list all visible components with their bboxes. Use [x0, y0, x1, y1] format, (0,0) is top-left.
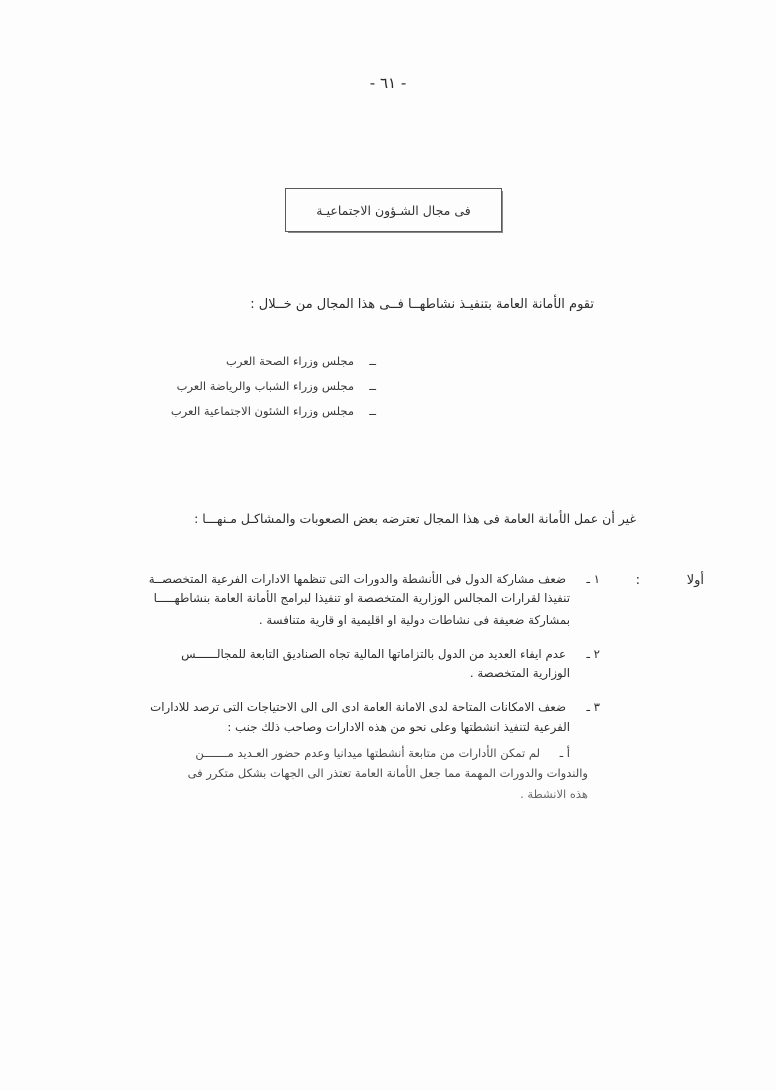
item-head: [100, 570, 600, 588]
item-head: [100, 645, 600, 663]
item-continuation: الفرعية لتنفيذ انشطتها وعلى نحو من هذه الادارات وصاحب ذلك جنب :: [227, 719, 570, 734]
sub-item-continuation: هذه الانشطة .: [520, 787, 588, 802]
sub-item-head: [100, 744, 600, 764]
list-item: [100, 645, 600, 685]
item-text: ضعف مشاركة الدول فى الأنشطة والدورات التى تنظمها الادارات الفرعية المتخصصــة: [148, 572, 566, 586]
council-list: [150, 354, 580, 429]
intro-paragraph: تقوم الأمانة العامة بتنفيـذ نشاطهــا فــى هذا المجال من خــلال :: [250, 297, 594, 312]
council-label: مجلس وزراء الشباب والرياضة العرب: [176, 379, 354, 393]
list-item: [150, 354, 580, 368]
ordinal-colon: :: [635, 573, 640, 588]
list-dash: ــ: [369, 404, 376, 418]
list-item: [150, 404, 580, 418]
item-head: [100, 698, 600, 716]
item-number: ١ ـ: [586, 572, 600, 586]
council-label: مجلس وزراء الشئون الاجتماعية العرب: [170, 404, 354, 418]
numbered-items: [100, 570, 600, 819]
item-continuation: الوزارية المتخصصة .: [469, 666, 570, 681]
item-continuation: تنفيذا لقرارات المجالس الوزارية المتخصصة او تنفيذا لبرامج الأمانة العامة بنشاطهـــــا: [153, 591, 570, 606]
council-label: مجلس وزراء الصحة العرب: [226, 354, 354, 368]
section-heading-box: [285, 188, 502, 232]
section-heading-text: فى مجال الشـؤون الاجتماعيـة: [316, 202, 471, 218]
list-dash: ــ: [369, 379, 376, 393]
section-heading-inner: [289, 192, 498, 228]
list-item: [100, 698, 600, 804]
ordinal-label: أولا: [686, 573, 704, 588]
sub-item-text: لم تمكن الأدارات من متابعة أنشطتها ميدانيا وعدم حضور العـديد مـــــــن: [195, 745, 540, 760]
list-dash: ــ: [369, 354, 376, 368]
sub-item: [100, 744, 600, 805]
item-number: ٢ ـ: [586, 646, 600, 661]
list-item: [100, 570, 600, 631]
difficulties-lead: غير أن عمل الأمانة العامة فى هذا المجال تعترضه بعض الصعوبات والمشاكـل مـنهـــا :: [194, 511, 636, 526]
item-number: ٣ ـ: [586, 700, 600, 715]
item-text: عدم ايفاء العديد من الدول بالتزاماتها المالية تجاه الصناديق التابعة للمجالــــــس: [181, 646, 566, 661]
sub-item-letter: أ ـ: [559, 745, 570, 760]
list-item: [150, 379, 580, 393]
page-number: - ٦١ -: [369, 74, 407, 92]
item-text: ضعف الامكانات المتاحة لدى الامانة العامة ادى الى الى الاحتياجات التى ترصد للادارات: [150, 700, 566, 715]
item-continuation: بمشاركة ضعيفة فى نشاطات دولية او اقليمية او قارية متنافسة .: [258, 612, 570, 627]
sub-item-continuation: والندوات والدورات المهمة مما جعل الأمانة العامة تعتذر الى الجهات بشكل متكرر فى: [187, 766, 588, 781]
